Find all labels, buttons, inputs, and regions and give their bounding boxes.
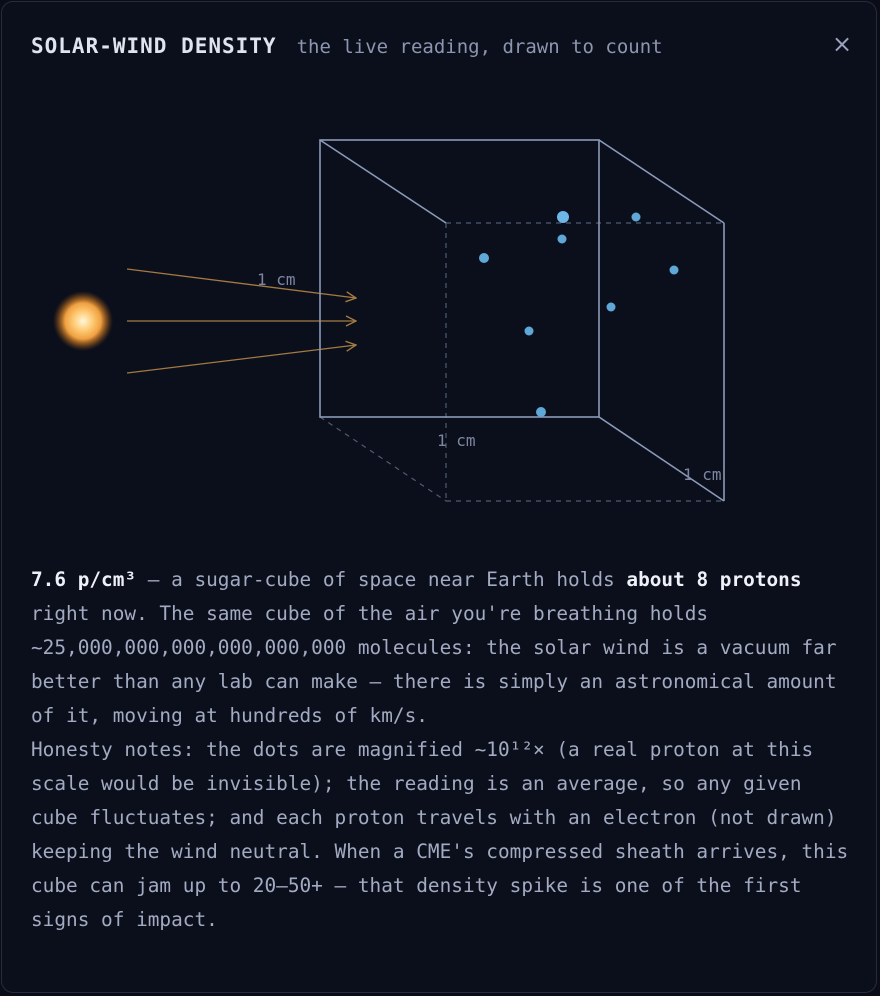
proton-dot	[607, 303, 616, 312]
density-explanation	[31, 563, 851, 937]
wind-arrow	[127, 269, 356, 298]
proton-dot	[558, 235, 567, 244]
reading-text-1: — a sugar-cube of space near Earth holds	[136, 568, 627, 591]
wind-arrow	[127, 345, 356, 373]
reading-text-2: right now. The same cube of the air you're breathing holds ~25,000,000,000,000,000,000 molecules: the solar wind is a vacuum far better than any lab can make — there is simply an astronomical amount of it, moving at hundreds of km/s.	[31, 602, 837, 727]
proton-dots	[479, 211, 679, 417]
panel-title: SOLAR-WIND DENSITY	[31, 34, 277, 58]
honesty-notes: Honesty notes: the dots are magnified ~10¹²× (a real proton at this scale would be invisible); the reading is an average, so any given cube fluctuates; and each proton travels with an electron (not drawn) keeping the wind neutral. When a CME's compressed sheath arrives, this cube can jam up to 20–50+ — that density spike is one of the first signs of impact.	[31, 738, 849, 931]
density-cube-diagram	[2, 2, 877, 542]
proton-dot	[479, 253, 489, 263]
cube-edges	[320, 140, 724, 501]
edge-label-bottom: 1 cm	[437, 431, 476, 450]
proton-dot	[557, 211, 569, 223]
proton-dot	[632, 213, 641, 222]
proton-dot	[525, 327, 534, 336]
proton-count-highlight: about 8 protons	[626, 568, 802, 591]
proton-dot	[536, 407, 546, 417]
reading-paragraph	[31, 563, 851, 733]
edge-label-top: 1 cm	[257, 270, 296, 289]
solar-wind-density-panel	[1, 1, 877, 993]
edge-label-depth: 1 cm	[683, 465, 722, 484]
panel-subtitle: the live reading, drawn to count	[296, 36, 663, 58]
proton-dot	[670, 266, 679, 275]
close-icon[interactable]: ×	[831, 30, 853, 58]
sun-icon	[53, 291, 113, 351]
density-reading: 7.6 p/cm³	[31, 568, 137, 591]
cube-hidden-edges	[320, 223, 724, 501]
